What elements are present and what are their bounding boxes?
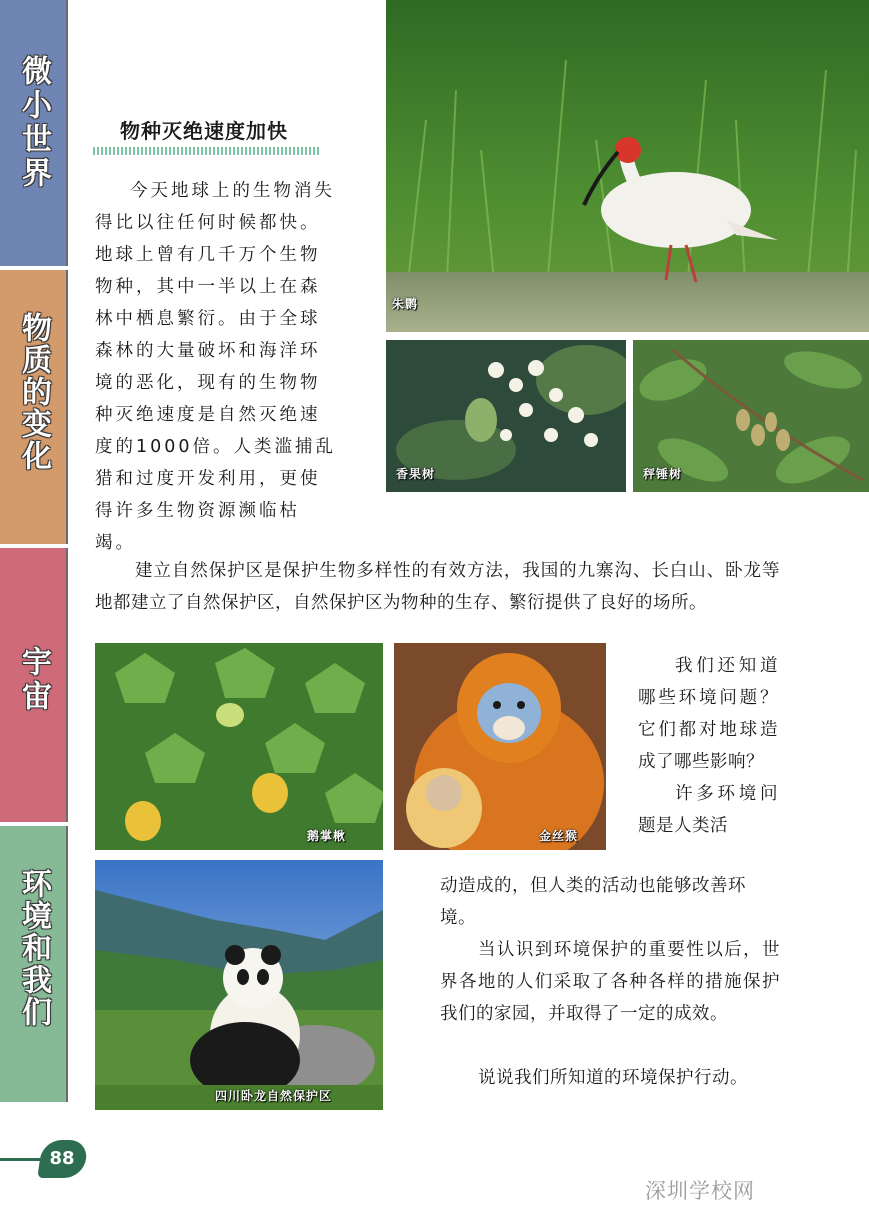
caption-tulip-tree: 鹅掌楸 [307, 829, 347, 843]
watermark: 深圳学校网 [645, 1179, 755, 1203]
side-tab-label [8, 270, 58, 546]
side-tab-text: 微小世界 [16, 55, 51, 191]
caption-xiangguo: 香果树 [396, 467, 436, 481]
side-tab-environment-and-us[interactable] [0, 826, 68, 1102]
side-tab-text: 宇宙 [16, 646, 51, 714]
page-number: 88 [49, 1148, 75, 1169]
paragraph-questions-text: 我们还知道哪些环境问题？它们都对地球造成了哪些影响？ [638, 656, 778, 772]
photo-xiangguo-tree [386, 340, 626, 492]
side-tab-micro-world[interactable] [0, 0, 68, 268]
side-tab-label [8, 826, 58, 1102]
paragraph-extinction: 今天地球上的生物消失得比以往任何时候都快。地球上曾有几千万个生物物种，其中一半以上在森林中栖息繁衍。由于全球森林的大量破坏和海洋环境的恶化，现有的生物物种灭绝速度是自然灭绝速度的1000倍。人类滥捕乱猎和过度开发利用，更使得许多生物资源濒临枯竭。 [95, 181, 337, 553]
caption-golden-monkey: 金丝猴 [539, 829, 579, 843]
golden-monkey-image [394, 643, 606, 850]
side-tab-text: 物质的变化 [16, 312, 51, 472]
side-tab-label [8, 0, 58, 268]
paragraph-questions [638, 650, 778, 842]
photo-wolong-panda [95, 860, 383, 1110]
paragraph-nature-reserve: 建立自然保护区是保护生物多样性的有效方法，我国的九寨沟、长白山、卧龙等地都建立了自然保护区，自然保护区为物种的生存、繁衍提供了良好的场所。 [95, 561, 780, 613]
side-tab-universe[interactable] [0, 548, 68, 824]
caption-ibis: 朱鹮 [392, 297, 419, 311]
photo-crested-ibis [386, 0, 869, 332]
tulip-tree-image [95, 643, 383, 850]
caption-chuizhui: 秤锤树 [643, 467, 683, 481]
paragraph-protection-measures: 当认识到环境保护的重要性以后，世界各地的人们采取了各种各样的措施保护我们的家园，并取得了一定的成效。 [440, 940, 780, 1024]
caption-wolong-reserve: 四川卧龙自然保护区 [215, 1089, 333, 1103]
photo-golden-monkey [394, 643, 606, 850]
panda-image [95, 860, 383, 1110]
paragraph-human-activity-end: 动造成的，但人类的活动也能够改善环境。 [440, 876, 746, 928]
side-tab-label [8, 548, 58, 824]
paragraph-human-activity-start: 许多环境问题是人类活 [638, 784, 778, 836]
ibis-image [386, 0, 869, 332]
side-tab-text: 环境和我们 [16, 868, 51, 1028]
side-tab-material-change[interactable] [0, 270, 68, 546]
section-title: 物种灭绝速度加快 [120, 119, 288, 143]
photo-tulip-tree [95, 643, 383, 850]
paragraph-discussion-prompt: 说说我们所知道的环境保护行动。 [478, 1068, 748, 1088]
title-underline [93, 147, 321, 155]
photo-chuizhui-tree [633, 340, 869, 492]
